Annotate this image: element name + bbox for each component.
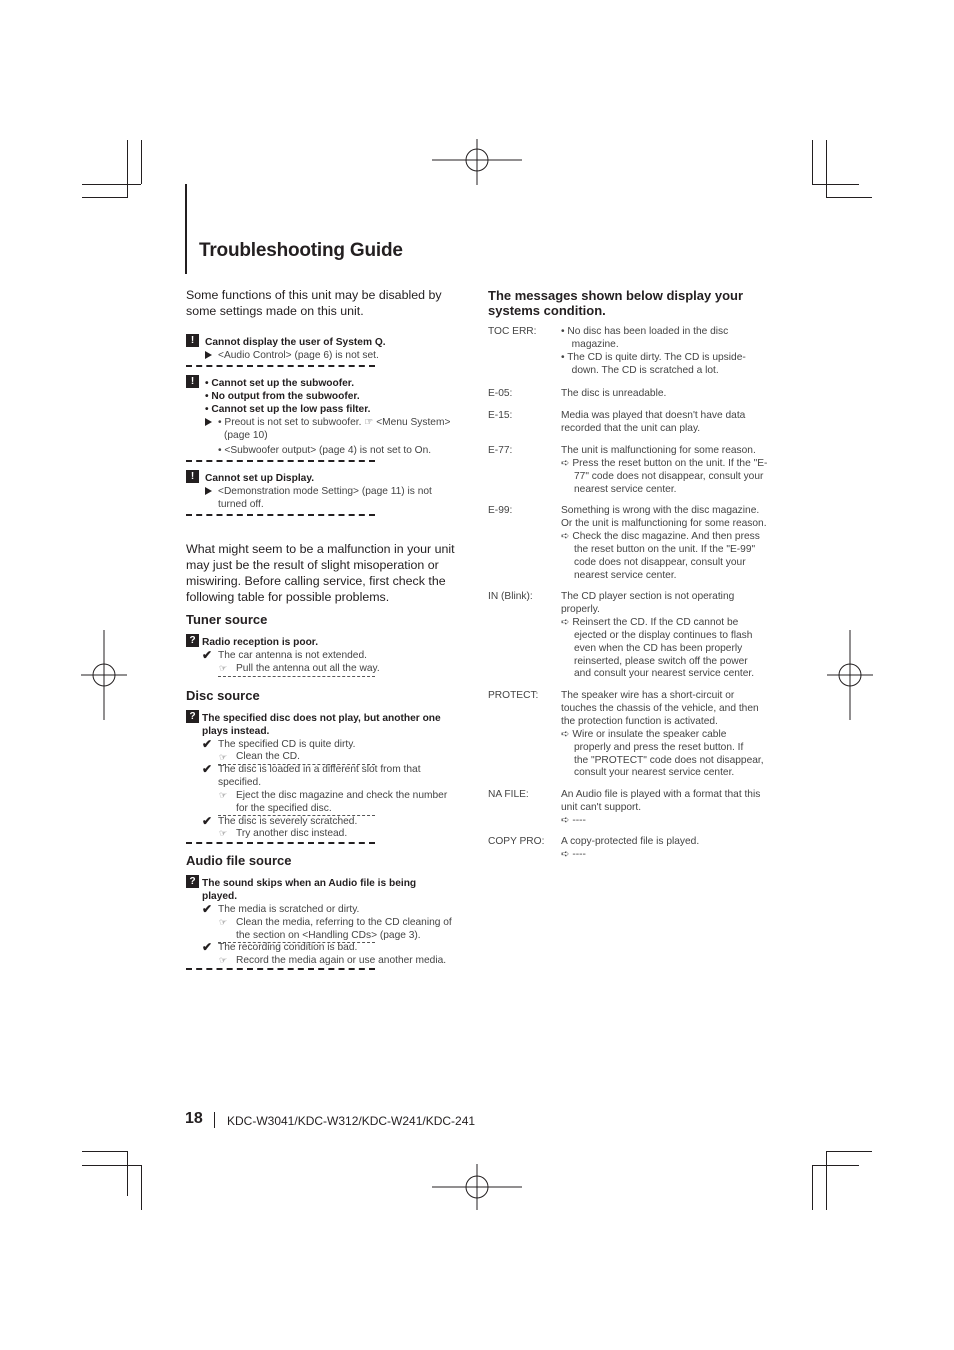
- cause-text: The recording condition is bad.: [218, 942, 358, 953]
- crop-mark-tr-h2: [826, 197, 872, 198]
- crop-mark-br-v2: [812, 1165, 813, 1210]
- crop-mark-br-h: [826, 1151, 872, 1152]
- message-code: E-99:: [488, 505, 513, 516]
- section-title-disc: Disc source: [186, 688, 260, 703]
- message-text: code does not disappear, consult your: [574, 556, 746, 568]
- problem-heading: The sound skips when an Audio file is being: [202, 878, 417, 889]
- divider: [186, 842, 375, 844]
- message-text: The unit is malfunctioning for some reason.: [561, 445, 756, 456]
- message-text: Media was played that doesn't have data: [561, 410, 746, 421]
- reason-triangle-icon: [205, 418, 212, 426]
- problem-heading: plays instead.: [202, 726, 270, 737]
- message-text: the "PROTECT" code does not disappear,: [574, 754, 764, 766]
- message-text: the reset button on the unit. If the "E-99": [574, 543, 756, 555]
- remedy-text: Clean the media, referring to the CD cleaning of: [236, 917, 452, 928]
- crop-mark-tl-h: [82, 184, 141, 185]
- message-text: unit can't support.: [561, 801, 642, 813]
- message-text: ➪ Press the reset button on the unit. If the "E-: [561, 457, 768, 469]
- message-text: ➪ Check the disc magazine. And then press: [561, 530, 760, 542]
- message-text: reinserted, please switch off the power: [574, 655, 748, 667]
- question-icon: ?: [186, 710, 199, 723]
- remedy-text: the section on <Handling CDs> (page 3).: [236, 930, 421, 941]
- message-code: E-15:: [488, 410, 513, 421]
- disabled-reason: (page 10): [224, 430, 268, 441]
- message-text: ➪ ----: [561, 814, 586, 826]
- registration-mark-right-icon: [805, 630, 895, 720]
- hand-icon: ☞: [219, 828, 228, 838]
- message-text: The CD player section is not operating: [561, 591, 735, 602]
- message-code: PROTECT:: [488, 690, 539, 701]
- message-text: ➪ Wire or insulate the speaker cable: [561, 728, 727, 740]
- disabled-heading: Cannot display the user of System Q.: [205, 337, 386, 348]
- remedy-text: for the specified disc.: [236, 803, 332, 814]
- message-code: COPY PRO:: [488, 836, 545, 847]
- message-code: IN (Blink):: [488, 591, 533, 602]
- problem-heading: Radio reception is poor.: [202, 637, 319, 648]
- check-icon: ✔: [202, 940, 213, 954]
- disabled-heading: • No output from the subwoofer.: [205, 391, 360, 402]
- divider: [186, 365, 375, 367]
- message-text: the protection function is activated.: [561, 715, 718, 727]
- message-text: Something is wrong with the disc magazine.: [561, 505, 760, 516]
- cause-text: The media is scratched or dirty.: [218, 904, 360, 915]
- page-number: 18: [185, 1110, 203, 1127]
- crop-mark-bl-v2: [141, 1165, 142, 1210]
- crop-mark-tr-v: [812, 140, 813, 184]
- message-text: ejected or the display continues to flash: [574, 629, 753, 641]
- message-text: 77" code does not disappear, consult your: [574, 470, 764, 482]
- message-text: touches the chassis of the vehicle, and then: [561, 702, 759, 714]
- message-text: properly.: [561, 603, 600, 615]
- message-text: magazine.: [566, 338, 619, 350]
- problem-heading: The specified disc does not play, but another one: [202, 713, 441, 724]
- message-text: nearest service center.: [574, 483, 677, 495]
- message-text: Or the unit is malfunctioning for some reason.: [561, 517, 767, 529]
- registration-mark-left-icon: [59, 630, 149, 720]
- cause-text: The car antenna is not extended.: [218, 650, 367, 661]
- check-icon: ✔: [202, 737, 213, 751]
- remedy-text: Pull the antenna out all the way.: [236, 663, 380, 674]
- divider: [186, 968, 375, 970]
- question-icon: ?: [186, 875, 199, 888]
- cause-text: The specified CD is quite dirty.: [218, 739, 356, 750]
- crop-mark-br-v: [826, 1151, 827, 1210]
- message-text: nearest service center.: [574, 569, 677, 581]
- remedy-text: Clean the CD.: [236, 751, 300, 762]
- message-text: ➪ ----: [561, 848, 586, 860]
- divider: [186, 460, 375, 462]
- disabled-heading: • Cannot set up the low pass filter.: [205, 404, 371, 415]
- disabled-heading: • Cannot set up the subwoofer.: [205, 378, 355, 389]
- message-text: recorded that the unit can play.: [561, 422, 701, 434]
- crop-mark-tl-v2: [141, 140, 142, 184]
- title-bar: [185, 184, 187, 274]
- remedy-text: Record the media again or use another media.: [236, 955, 447, 966]
- message-code: NA FILE:: [488, 789, 529, 800]
- message-text: consult your nearest service center.: [574, 767, 735, 779]
- cause-text: specified.: [218, 777, 262, 788]
- crop-mark-tl-h2: [82, 197, 128, 198]
- message-text: The disc is unreadable.: [561, 388, 667, 399]
- malfunction-intro: What might seem to be a malfunction in your unit may just be the result of slight misoperation or miswiring. Before calling service, first check the following table for possible problems.: [186, 542, 455, 604]
- message-code: TOC ERR:: [488, 326, 537, 337]
- warning-icon: !: [186, 470, 199, 483]
- check-icon: ✔: [202, 902, 213, 916]
- crop-mark-br-h2: [812, 1165, 859, 1166]
- message-text: • No disc has been loaded in the disc: [561, 326, 729, 337]
- message-text: down. The CD is scratched a lot.: [566, 364, 719, 376]
- check-icon: ✔: [202, 762, 213, 776]
- problem-heading: played.: [202, 891, 238, 902]
- hand-icon: ☞: [219, 752, 228, 762]
- hand-icon: ☞: [219, 790, 228, 800]
- check-icon: ✔: [202, 648, 213, 662]
- intro-text: Some functions of this unit may be disabled by some settings made on this unit.: [186, 288, 442, 318]
- remedy-text: Eject the disc magazine and check the number: [236, 790, 448, 801]
- message-code: E-77:: [488, 445, 513, 456]
- section-title-audio: Audio file source: [186, 853, 292, 868]
- cause-text: The disc is loaded in a different slot from that: [218, 764, 421, 775]
- divider: [218, 676, 375, 677]
- remedy-text: Try another disc instead.: [236, 828, 348, 839]
- message-text: The speaker wire has a short-circuit or: [561, 690, 735, 701]
- registration-mark-bottom-icon: [432, 1142, 522, 1232]
- warning-icon: !: [186, 375, 199, 388]
- crop-mark-tr-v2: [826, 140, 827, 198]
- crop-mark-bl-h2: [82, 1165, 141, 1166]
- model-name: KDC-W3041/KDC-W312/KDC-W241/KDC-241: [227, 1114, 476, 1128]
- hand-icon: ☞: [219, 663, 228, 673]
- warning-icon: !: [186, 334, 199, 347]
- disabled-reason: • Preout is not set to subwoofer. ☞ <Menu System>: [218, 417, 451, 428]
- messages-heading-line: The messages shown below display your: [488, 288, 744, 303]
- message-text: An Audio file is played with a format that this: [561, 789, 761, 800]
- reason-triangle-icon: [205, 351, 212, 359]
- question-icon: ?: [186, 634, 199, 647]
- message-text: ➪ Reinsert the CD. If the CD cannot be: [561, 616, 739, 628]
- messages-heading-line: systems condition.: [488, 303, 606, 318]
- disabled-reason: turned off.: [218, 499, 264, 510]
- section-title-tuner: Tuner source: [186, 612, 268, 627]
- reason-triangle-icon: [205, 487, 212, 495]
- messages-heading: [488, 288, 743, 318]
- footer-divider: [214, 1112, 215, 1128]
- crop-mark-tl-v: [127, 140, 128, 198]
- crop-mark-bl-v: [127, 1151, 128, 1196]
- hand-icon: ☞: [219, 955, 228, 965]
- message-text: even when the CD has been properly: [574, 642, 743, 654]
- hand-icon: ☞: [219, 917, 228, 927]
- cause-text: The disc is severely scratched.: [218, 816, 358, 827]
- message-text: A copy-protected file is played.: [561, 836, 700, 847]
- check-icon: ✔: [202, 814, 213, 828]
- disabled-reason: <Audio Control> (page 6) is not set.: [218, 350, 379, 361]
- message-code: E-05:: [488, 388, 513, 399]
- disabled-heading: Cannot set up Display.: [205, 473, 315, 484]
- page-title: Troubleshooting Guide: [199, 240, 403, 261]
- disabled-reason: • <Subwoofer output> (page 4) is not set to On.: [218, 445, 432, 456]
- registration-mark-top-icon: [432, 115, 522, 205]
- crop-mark-tr-h: [812, 184, 859, 185]
- message-text: • The CD is quite dirty. The CD is upside-: [561, 351, 746, 363]
- message-text: and consult your nearest service center.: [574, 668, 755, 680]
- crop-mark-bl-h: [82, 1151, 128, 1152]
- message-text: properly and press the reset button. If: [574, 741, 744, 753]
- disabled-reason: <Demonstration mode Setting> (page 11) is not: [218, 486, 432, 497]
- divider: [186, 514, 375, 516]
